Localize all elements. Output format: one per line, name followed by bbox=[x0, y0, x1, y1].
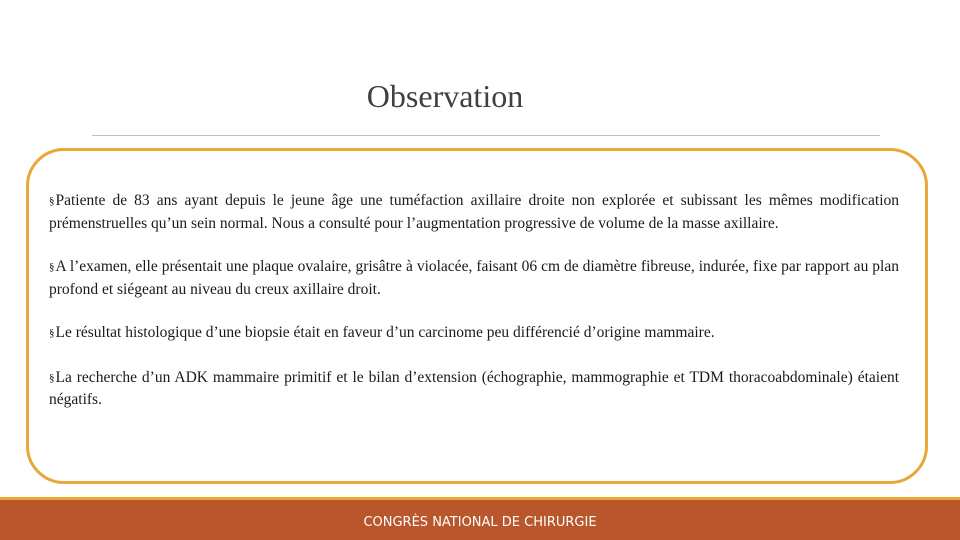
bullet-icon: § bbox=[49, 261, 55, 273]
paragraph bbox=[49, 256, 899, 300]
footer-text: CONGRÈS NATIONAL DE CHIRURGIE bbox=[363, 515, 597, 530]
paragraph-text: Patiente de 83 ans ayant depuis le jeune âge une tuméfaction axillaire droite non explorée et subissant les mêmes modification prémenstruelles qu’un sein normal. Nous a consulté pour l’augmentation progressive de volume de la masse axillaire. bbox=[49, 192, 899, 232]
paragraph bbox=[49, 367, 899, 411]
paragraph-text: La recherche d’un ADK mammaire primitif et le bilan d’extension (échographie, mammographie et TDM thoracoabdominale) étaient négatifs. bbox=[49, 368, 899, 408]
bullet-icon: § bbox=[49, 327, 55, 339]
bullet-icon: § bbox=[49, 371, 55, 384]
paragraph-text: A l’examen, elle présentait une plaque ovalaire, grisâtre à violacée, faisant 06 cm de diamètre fibreuse, indurée, fixe par rapport au plan profond et siégeant au niveau du creux axillaire droit. bbox=[49, 258, 899, 298]
content-text bbox=[49, 190, 899, 433]
slide-title: Observation bbox=[366, 78, 524, 114]
paragraph bbox=[49, 322, 899, 345]
paragraph-text: Le résultat histologique d’une biopsie était en faveur d’un carcinome peu différencié d’origine mammaire. bbox=[55, 324, 715, 341]
paragraph bbox=[49, 190, 899, 234]
bullet-icon: § bbox=[49, 195, 55, 207]
title-divider bbox=[92, 135, 880, 136]
